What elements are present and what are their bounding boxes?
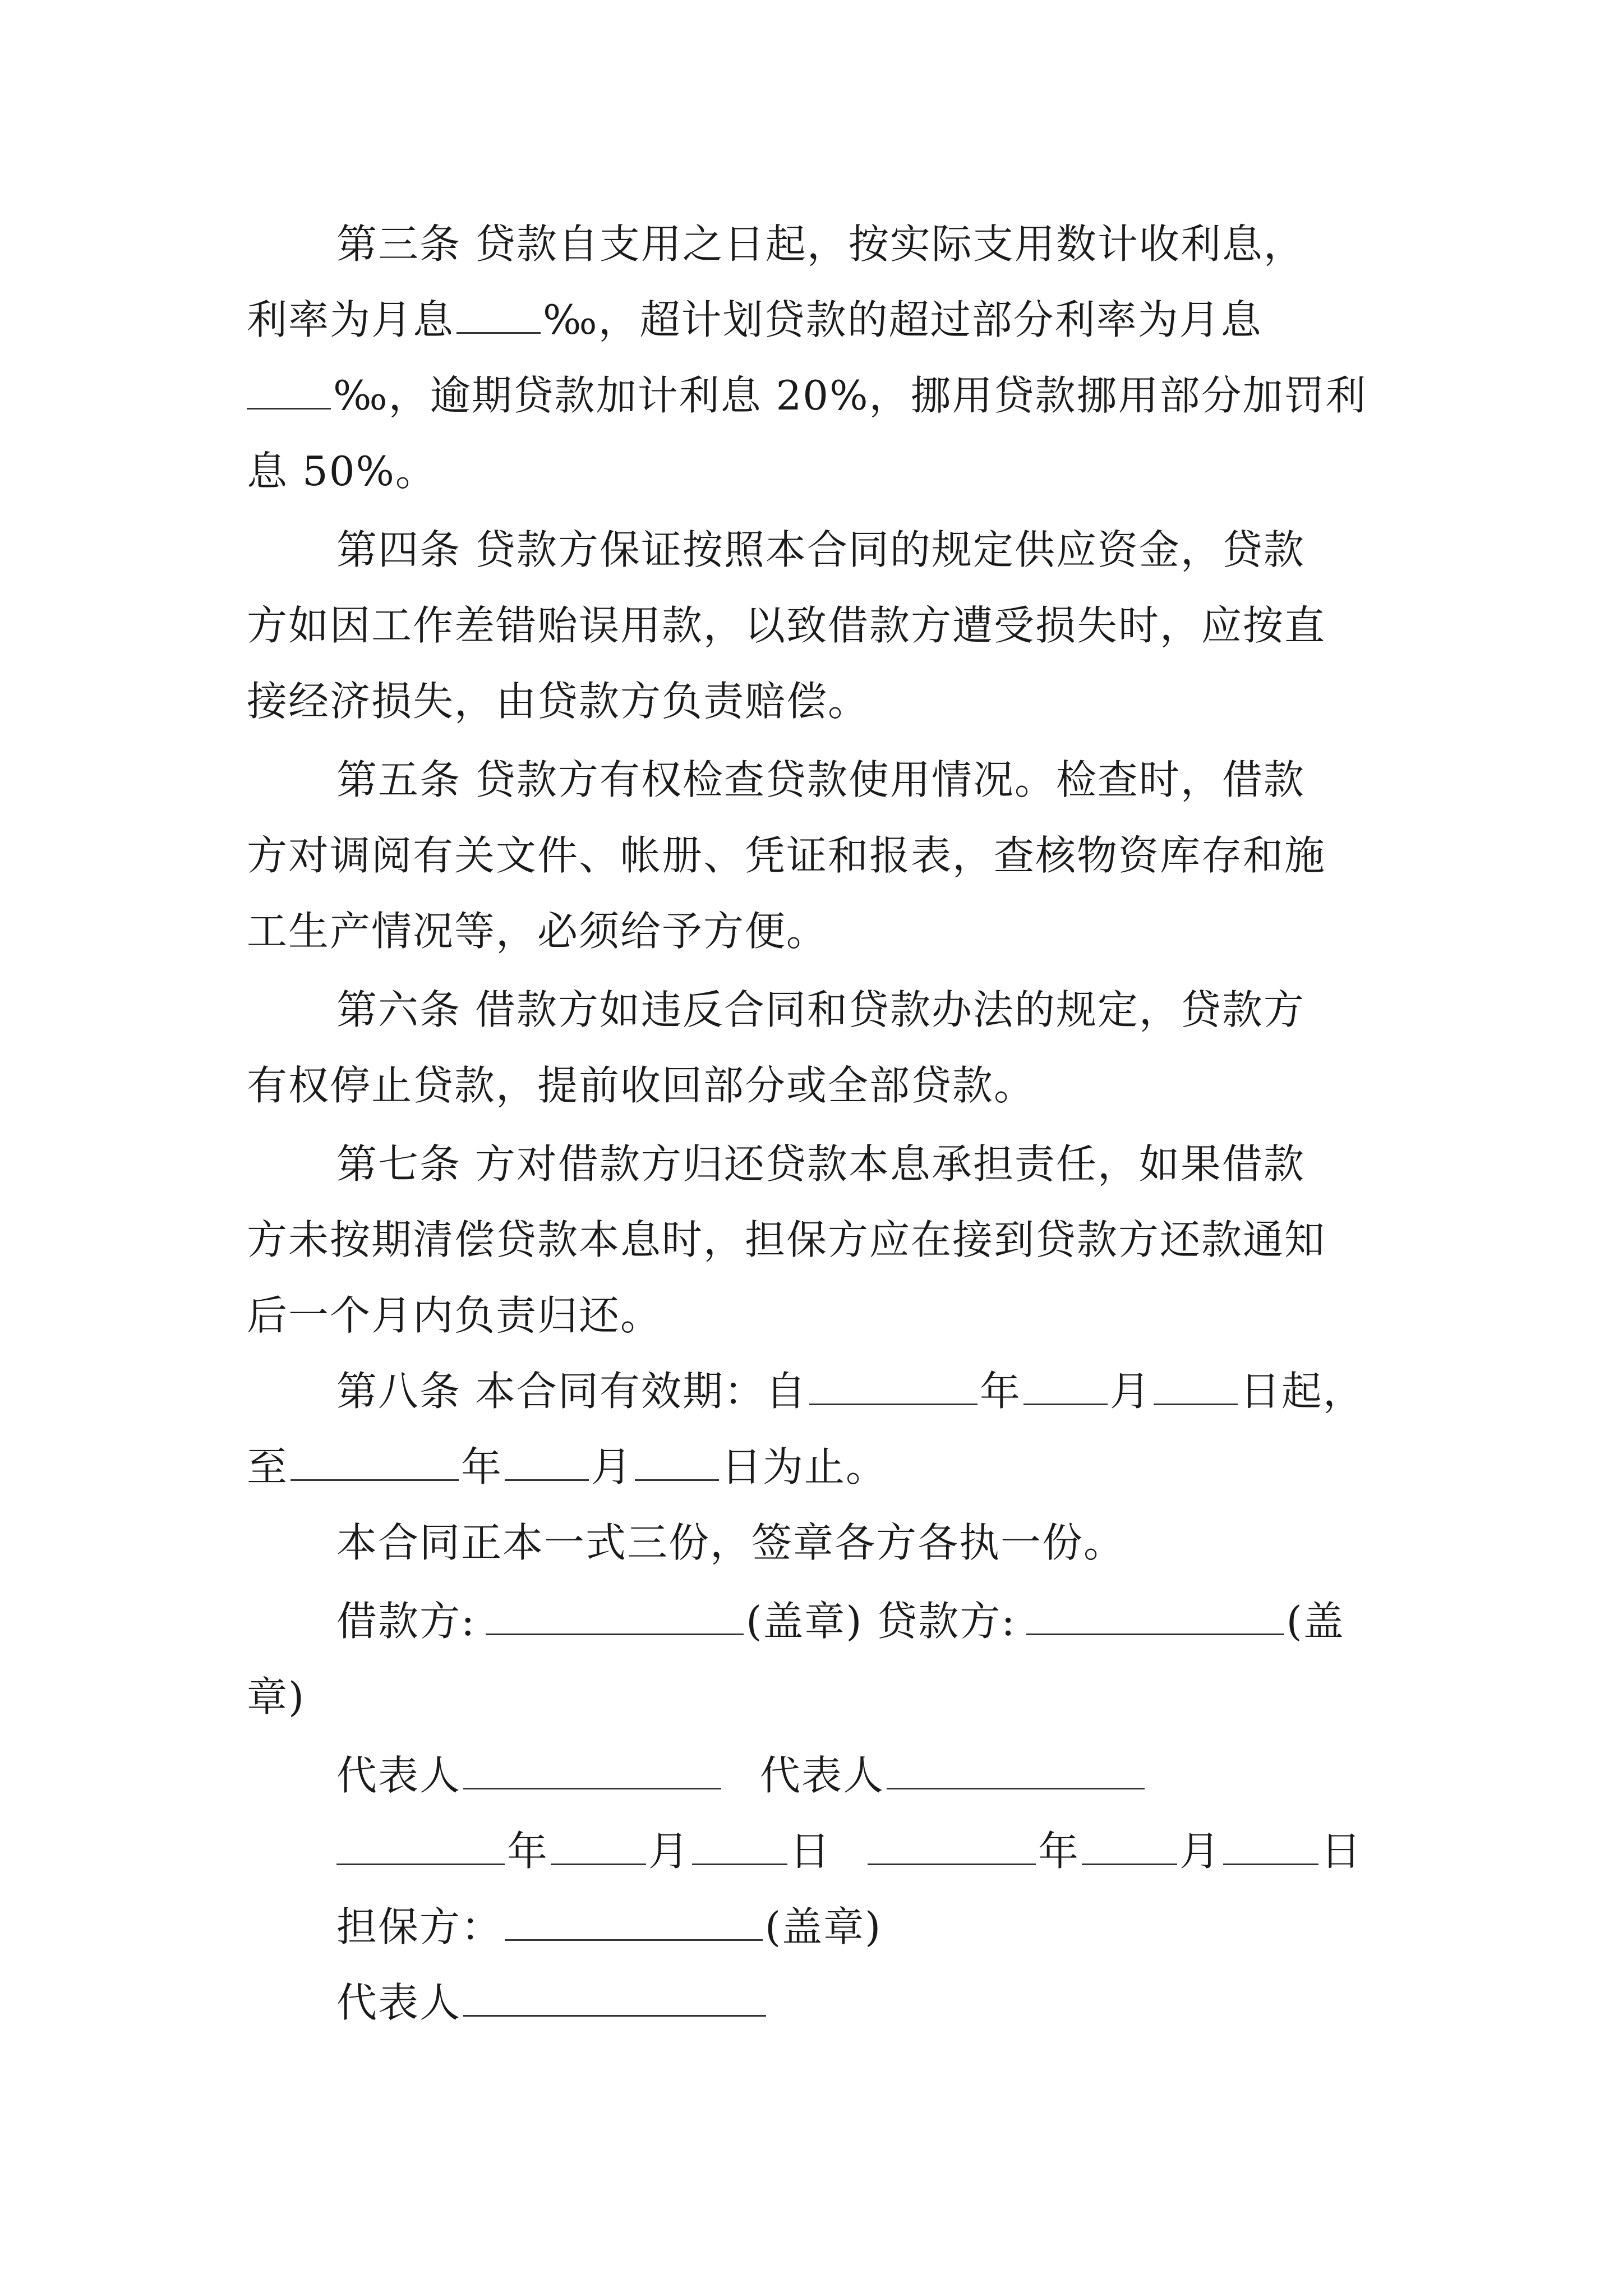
article-3-line-3	[247, 367, 1367, 424]
borrower-label: 借款方:	[336, 1598, 476, 1645]
article-3-line-1: 第三条 贷款自支用之日起，按实际支用数计收利息，	[336, 220, 1305, 268]
lender-date-month-blank	[1082, 1823, 1177, 1865]
article-4-line-3: 接经济损失，由贷款方负责赔偿。	[247, 678, 870, 725]
signature-dates-line	[336, 1823, 1362, 1879]
lender-date-day-blank	[1223, 1823, 1318, 1865]
guarantor-representative-label: 代表人	[336, 1979, 462, 2026]
article-4-line-2: 方如因工作差错贻误用款，以致借款方遭受损失时，应按直	[247, 602, 1326, 649]
borrower-date-day-blank	[692, 1823, 787, 1865]
borrower-seal: (盖章)	[746, 1598, 863, 1645]
article-3-overdue-text: ‰，逾期贷款加计利息 20%，挪用贷款挪用部分加罚利	[333, 372, 1367, 419]
article-6-line-1: 第六条 借款方如违反合同和贷款办法的规定，贷款方	[336, 986, 1305, 1033]
borrower-date-day-label: 日	[790, 1828, 832, 1875]
start-year-label: 年	[979, 1368, 1021, 1415]
article-7-line-1: 第七条 方对借款方归还贷款本息承担责任，如果借款	[336, 1140, 1305, 1188]
article-4-line-1: 第四条 贷款方保证按照本合同的规定供应资金，贷款	[336, 526, 1305, 573]
end-year-blank	[291, 1439, 459, 1481]
guarantor-seal: (盖章)	[765, 1903, 882, 1950]
borrower-date-month-blank	[551, 1823, 646, 1865]
article-3-rate-label: 利率为月息	[247, 296, 455, 343]
end-year-label: 年	[461, 1443, 503, 1490]
borrower-date-year-label: 年	[507, 1828, 549, 1875]
start-year-blank	[809, 1363, 978, 1405]
guarantor-line	[336, 1899, 882, 1955]
end-month-label: 月	[591, 1443, 633, 1490]
start-day-label: 日起，	[1239, 1368, 1364, 1415]
start-month-blank	[1023, 1363, 1108, 1405]
article-8-validity-label: 第八条 本合同有效期：自	[336, 1368, 807, 1415]
borrower-date-month-label: 月	[648, 1828, 690, 1875]
lender-date-day-label: 日	[1320, 1828, 1362, 1875]
lender-date-year-label: 年	[1038, 1828, 1080, 1875]
end-month-blank	[505, 1439, 589, 1481]
article-5-line-2: 方对调阅有关文件、帐册、凭证和报表，查核物资库存和施	[247, 832, 1326, 879]
guarantor-label: 担保方：	[336, 1903, 503, 1950]
copies-clause: 本合同正本一式三份，签章各方各执一份。	[336, 1519, 1126, 1566]
article-3-line-2	[247, 292, 1262, 348]
article-8-line-2	[247, 1439, 887, 1495]
lender-date-year-blank	[868, 1823, 1036, 1865]
start-day-blank	[1154, 1363, 1238, 1405]
end-day-blank	[635, 1439, 719, 1481]
article-7-line-3: 后一个月内负责归还。	[247, 1292, 662, 1339]
borrower-date-year-blank	[336, 1823, 505, 1865]
guarantor-representative-line	[336, 1975, 768, 2031]
article-8-line-1	[336, 1363, 1364, 1419]
article-8-to-label: 至	[247, 1443, 289, 1490]
end-day-label: 日为止。	[721, 1443, 888, 1490]
representatives-line	[336, 1747, 1147, 1803]
article-7-line-2: 方未按期清偿贷款本息时，担保方应在接到贷款方还款通知	[247, 1216, 1326, 1263]
lender-label: 贷款方:	[877, 1598, 1016, 1645]
lender-blank	[1026, 1593, 1284, 1635]
borrower-representative-label: 代表人	[336, 1752, 462, 1799]
borrower-representative-blank	[463, 1747, 721, 1789]
over-plan-rate-blank	[247, 367, 331, 409]
lender-seal-close: 章)	[247, 1673, 306, 1720]
start-month-label: 月	[1109, 1368, 1151, 1415]
signature-parties-line	[336, 1593, 1345, 1649]
monthly-rate-blank	[457, 292, 541, 334]
article-6-line-2: 有权停止贷款，提前收回部分或全部贷款。	[247, 1062, 1036, 1109]
article-5-line-3: 工生产情况等，必须给予方便。	[247, 908, 828, 955]
lender-representative-blank	[887, 1747, 1145, 1789]
guarantor-representative-blank	[463, 1975, 766, 2017]
article-5-line-1: 第五条 贷款方有权检查贷款使用情况。检查时，借款	[336, 756, 1305, 803]
lender-date-month-label: 月	[1179, 1828, 1221, 1875]
borrower-blank	[486, 1593, 744, 1635]
article-3-line-4: 息 50%。	[247, 448, 437, 495]
article-3-overrate-text: ‰，超计划贷款的超过部分利率为月息	[543, 296, 1262, 343]
guarantor-blank	[505, 1899, 763, 1941]
lender-representative-label: 代表人	[759, 1752, 884, 1799]
lender-seal-open: (盖	[1286, 1598, 1345, 1645]
